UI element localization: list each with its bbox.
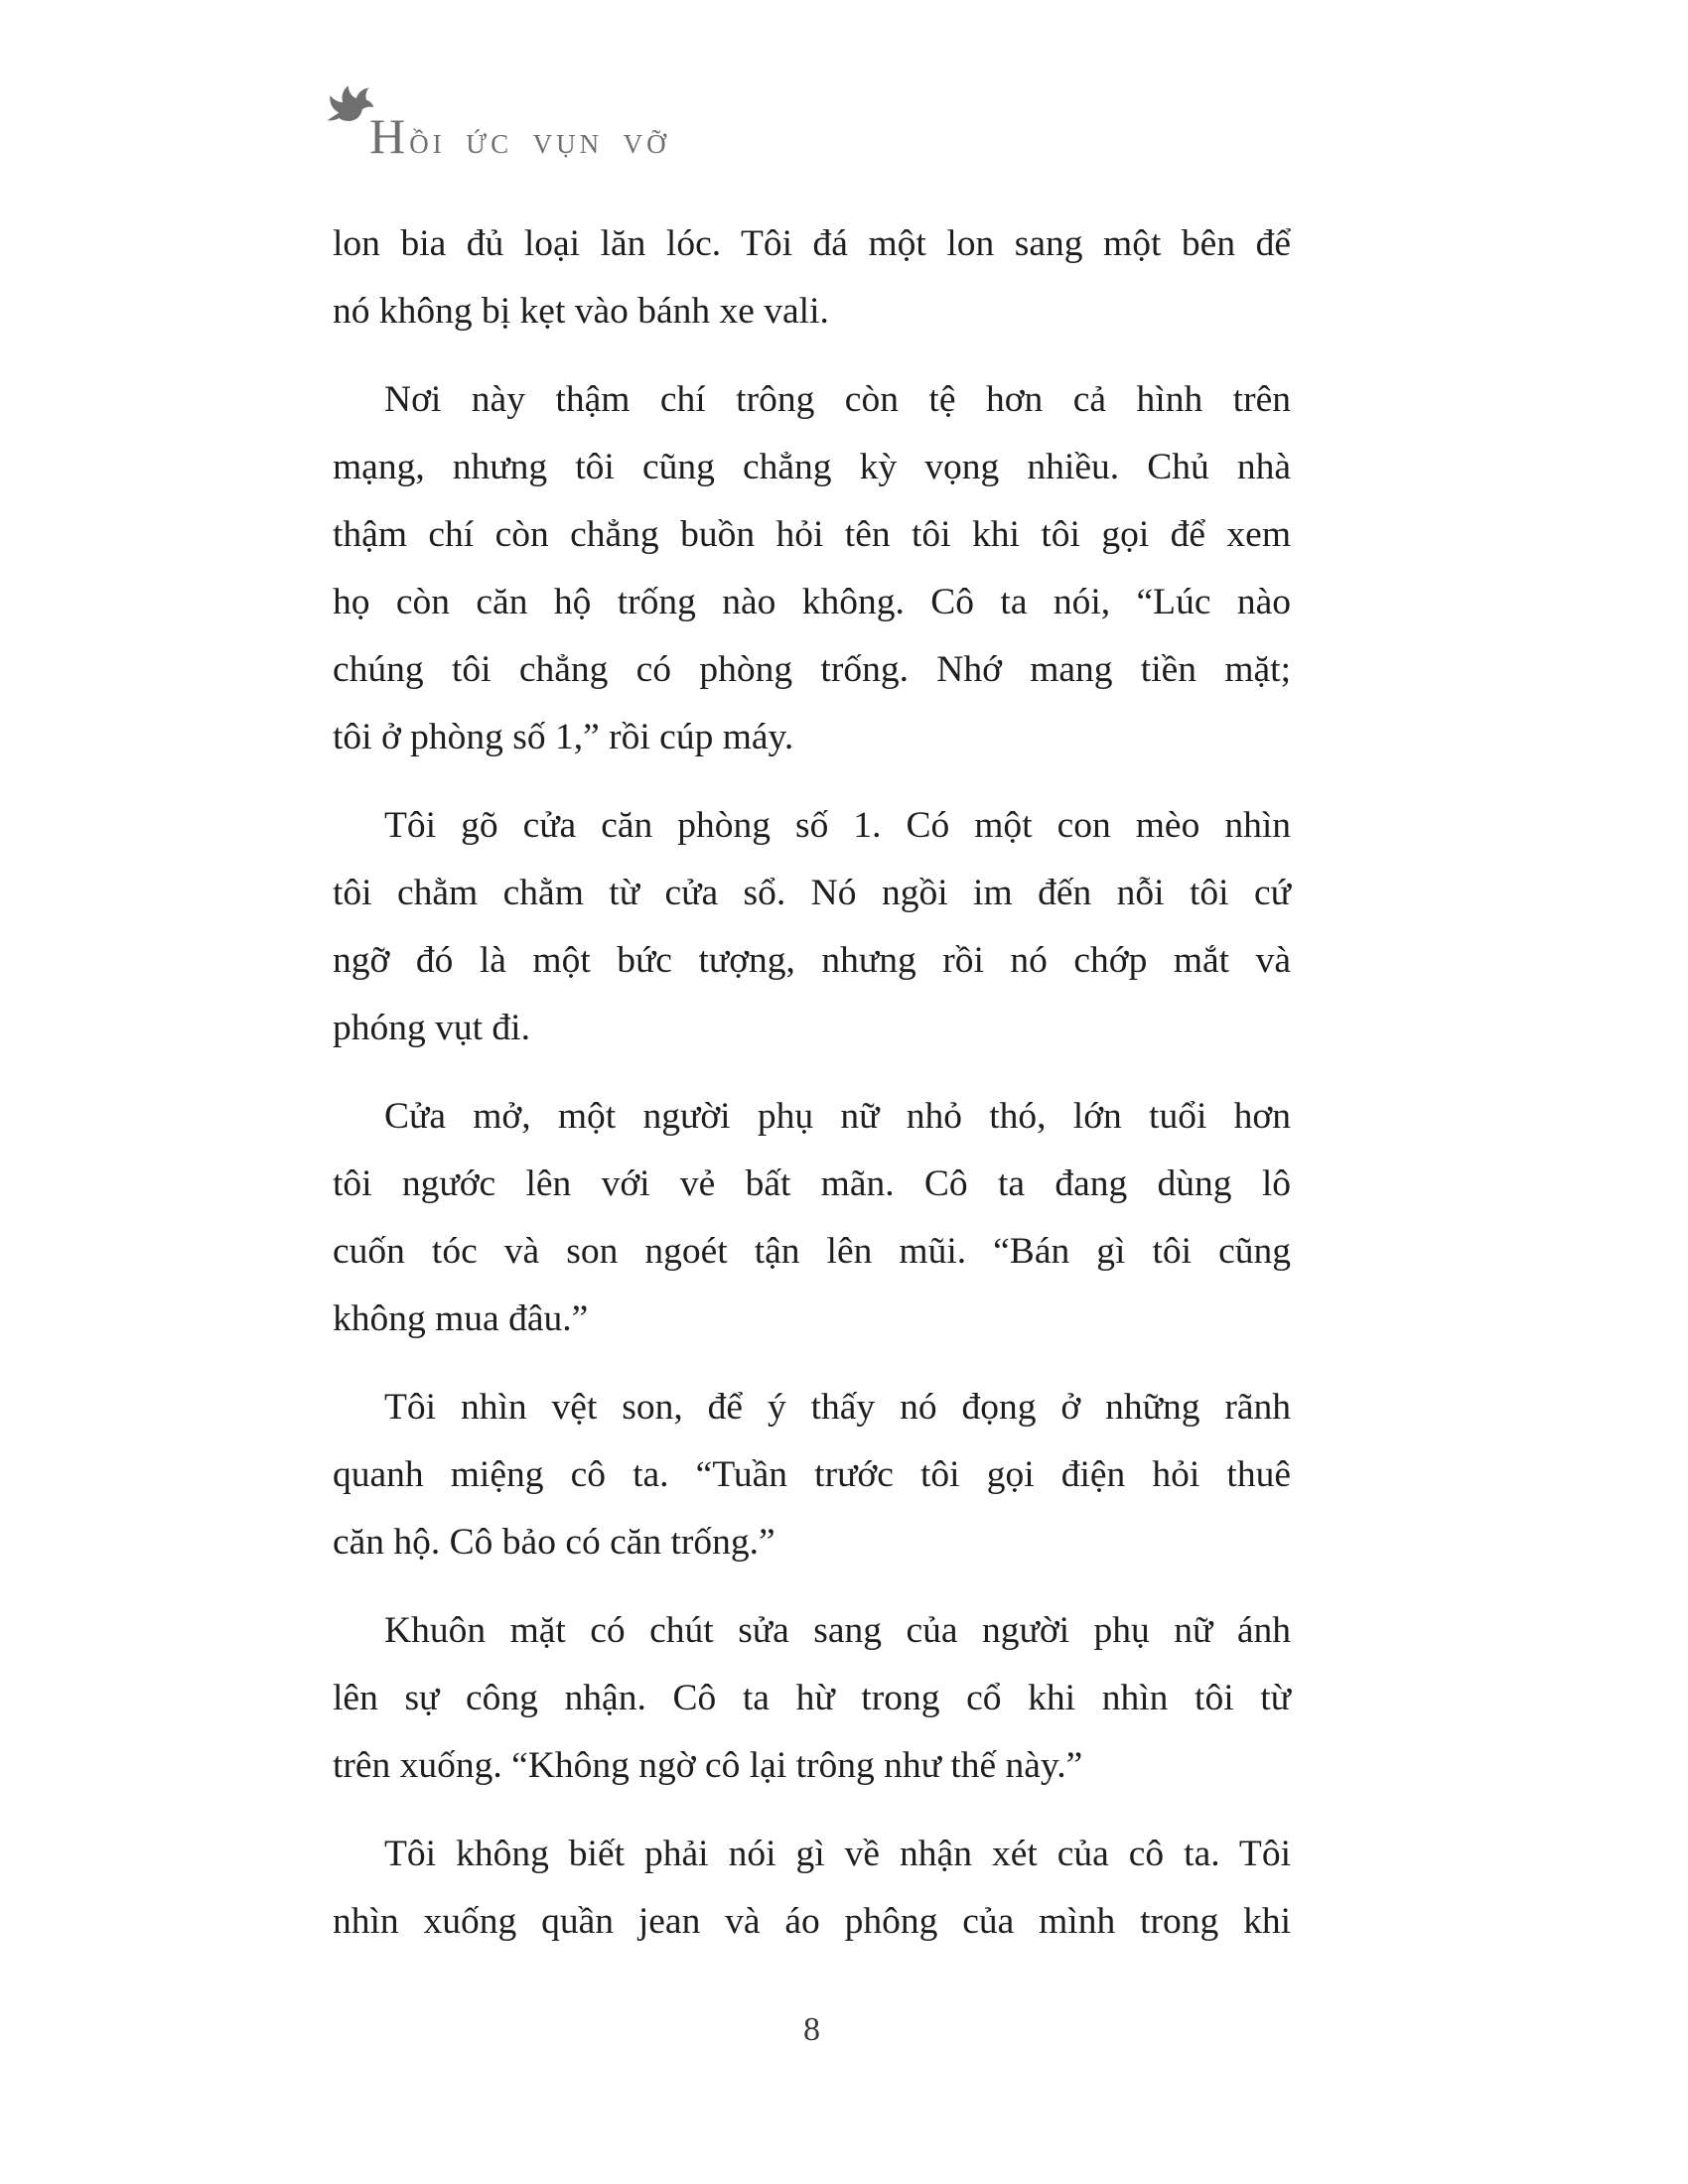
- text-line: tôi chằm chằm từ cửa sổ. Nó ngồi im đến nỗi tôi cứ: [333, 873, 1291, 913]
- chapter-title: Hồi ức vụn vỡ: [369, 108, 670, 164]
- paragraph: [333, 792, 1291, 1062]
- text-line: tôi ở phòng số 1,” rồi cúp máy.: [333, 717, 794, 757]
- text-line: mạng, nhưng tôi cũng chẳng kỳ vọng nhiều. Chủ nhà: [333, 447, 1291, 487]
- text-line: căn hộ. Cô bảo có căn trống.”: [333, 1522, 775, 1563]
- text-line: phóng vụt đi.: [333, 1008, 530, 1048]
- dove-icon: [326, 81, 375, 133]
- text-line: không mua đâu.”: [333, 1298, 589, 1339]
- text-line: Tôi không biết phải nói gì về nhận xét của cô ta. Tôi: [384, 1834, 1291, 1874]
- text-line: cuốn tóc và son ngoét tận lên mũi. “Bán gì tôi cũng: [333, 1231, 1291, 1272]
- text-line: Nơi này thậm chí trông còn tệ hơn cả hình trên: [384, 379, 1291, 420]
- paragraph: [333, 1083, 1291, 1353]
- text-line: nhìn xuống quần jean và áo phông của mình trong khi: [333, 1901, 1291, 1942]
- text-line: Cửa mở, một người phụ nữ nhỏ thó, lớn tuổi hơn: [384, 1096, 1291, 1137]
- text-line: lên sự công nhận. Cô ta hừ trong cổ khi nhìn tôi từ: [333, 1678, 1291, 1718]
- paragraph: [333, 1597, 1291, 1800]
- paragraph: [333, 1821, 1291, 1956]
- paragraph: [333, 366, 1291, 771]
- paragraph: [333, 210, 1291, 345]
- text-line: Tôi gõ cửa căn phòng số 1. Có một con mèo nhìn: [384, 805, 1291, 846]
- text-line: tôi ngước lên với vẻ bất mãn. Cô ta đang dùng lô: [333, 1163, 1291, 1204]
- text-line: Khuôn mặt có chút sửa sang của người phụ nữ ánh: [384, 1610, 1291, 1651]
- text-line: lon bia đủ loại lăn lóc. Tôi đá một lon sang một bên để: [333, 223, 1291, 264]
- chapter-header: [326, 79, 802, 189]
- text-line: trên xuống. “Không ngờ cô lại trông như thế này.”: [333, 1745, 1083, 1786]
- page-number: 8: [803, 2011, 820, 2048]
- page-body: [333, 210, 1291, 1956]
- text-line: thậm chí còn chẳng buồn hỏi tên tôi khi tôi gọi để xem: [333, 514, 1291, 555]
- text-line: nó không bị kẹt vào bánh xe vali.: [333, 291, 829, 332]
- text-line: họ còn căn hộ trống nào không. Cô ta nói, “Lúc nào: [333, 582, 1291, 622]
- text-line: ngỡ đó là một bức tượng, nhưng rồi nó chớp mắt và: [333, 940, 1291, 981]
- paragraph: [333, 1374, 1291, 1576]
- text-line: chúng tôi chẳng có phòng trống. Nhớ mang tiền mặt;: [333, 649, 1291, 690]
- text-line: Tôi nhìn vệt son, để ý thấy nó đọng ở những rãnh: [384, 1387, 1291, 1428]
- text-line: quanh miệng cô ta. “Tuần trước tôi gọi điện hỏi thuê: [333, 1454, 1291, 1495]
